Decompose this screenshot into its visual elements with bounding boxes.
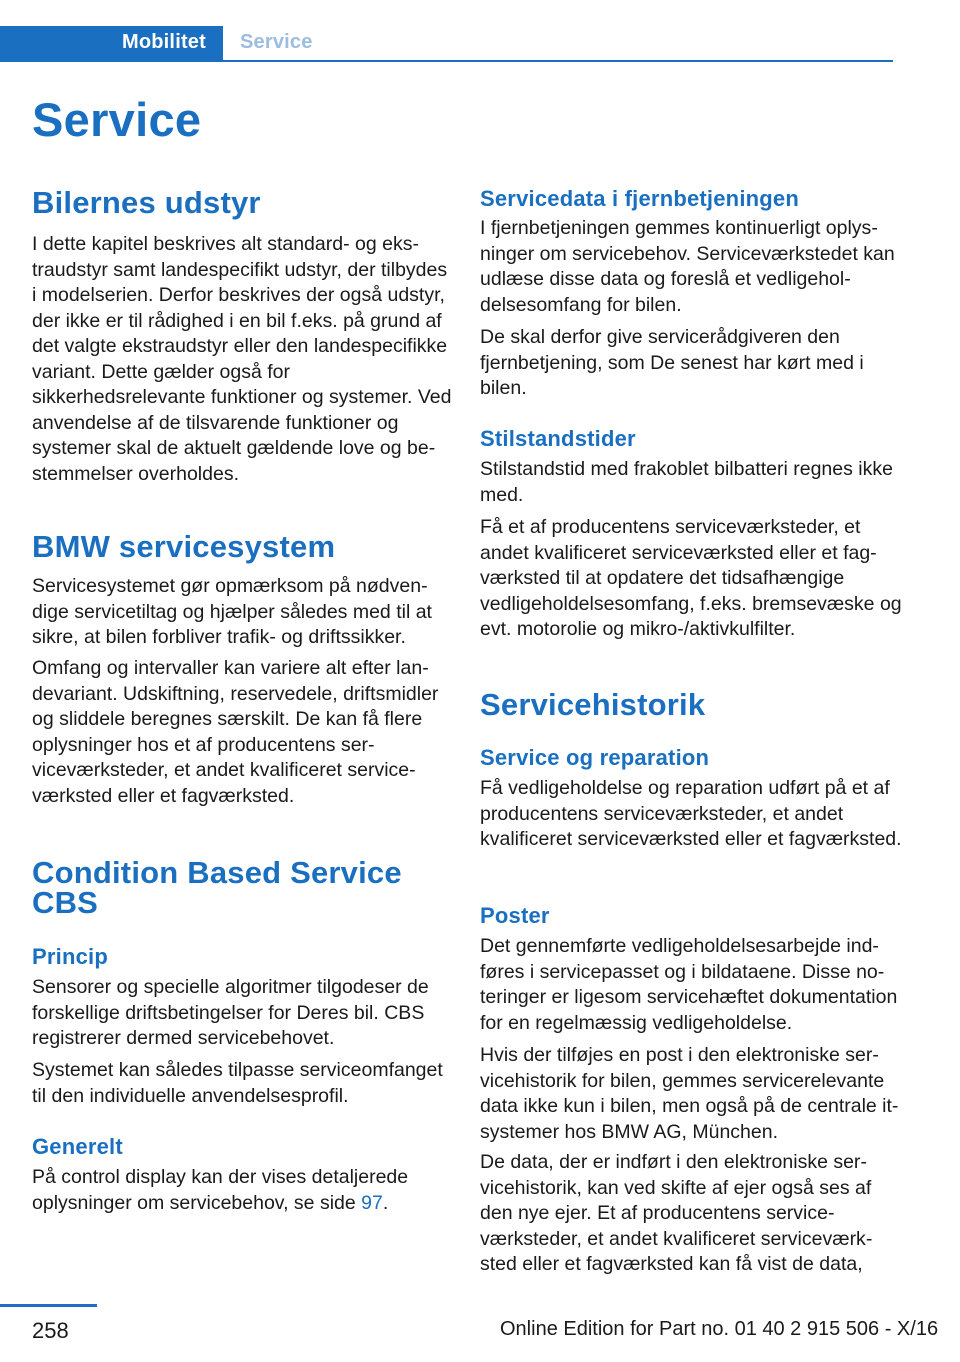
header-divider [0,60,893,62]
footer-divider [0,1304,97,1307]
paragraph: Servicesystemet gør opmærksom på nødvendige servicetiltag og hjælper således med til at sikre, at bilen forbliver trafik- og driftssikker. [32,575,432,648]
paragraph: I dette kapitel beskrives alt standard- og ekstraudstyr samt landespecifikt udstyr, der tilbydes i modelserien. Derfor beskrives der også udstyr, der ikke er til rådighed i en bil f.eks. på grund af det valgte ekstraudstyr eller den landespecifikke variant. Dette gælder også for sikkerhedsrelevante funktioner og systemer. Ved anvendelse af de tilsvarende funktioner og systemer skal de aktuelt gældende love og bestemmelser overholdes. [32,233,452,485]
subheading-stilstandstider: Stilstandstider [480,426,636,451]
paragraph: Systemet kan således tilpasse serviceomfanget til den individuelle anvendelsesprofil. [32,1059,443,1107]
section-heading-servicehistorik: Servicehistorik [480,687,706,722]
subheading-poster: Poster [480,903,550,928]
subheading-generelt: Generelt [32,1134,123,1159]
section-heading-bmw-servicesystem: BMW servicesystem [32,529,336,564]
tab-service[interactable]: Service [240,31,313,53]
paragraph: Sensorer og specielle algoritmer tilgodeser de forskellige driftsbetingelser for Deres bil. CBS registrerer dermed servicebehovet. [32,976,429,1049]
page-title: Service [32,93,202,146]
paragraph-text: På control display kan der vises detaljerede oplysninger om servicebehov, se side [32,1166,409,1214]
paragraph: De skal derfor give servicerådgiveren den fjernbetjening, som De senest har kørt med i bilen. [480,326,864,399]
section-heading-bilernes-udstyr: Bilernes udstyr [32,185,261,220]
page-number: 258 [32,1318,69,1343]
section-heading-condition-based-service: Condition Based Service CBS [32,855,402,920]
paragraph: Stilstandstid med frakoblet bilbatteri regnes ikke med. [480,458,893,506]
footer-edition-text: Online Edition for Part no. 01 40 2 915 506 - X/16 [500,1318,939,1340]
subheading-servicedata: Servicedata i fjernbetjeningen [480,186,799,211]
paragraph-text-end: . [382,1191,389,1214]
subheading-princip: Princip [32,944,108,969]
paragraph: Hvis der tilføjes en post i den elektroniske servicehistorik for bilen, gemmes servicerelevante data ikke kun i bilen, men også på de centrale it-systemer hos BMW AG, München. [480,1044,899,1143]
page-reference-link[interactable]: 97 [361,1191,383,1214]
paragraph: Omfang og intervaller kan variere alt efter landevariant. Udskiftning, reservedele, driftsmidler og sliddele beregnes særskilt. De kan få flere oplysninger hos et af producentens serviceværksteder, et andet kvalificeret serviceværksted eller et fagværksted. [32,657,439,807]
subheading-service-og-reparation: Service og reparation [480,745,710,770]
paragraph-with-page-reference [32,1165,454,1216]
paragraph: Det gennemførte vedligeholdelsesarbejde indføres i servicepasset og i bildataene. Disse noteringer er ligesom servicehæftet dokumentation for en regelmæssig vedligeholdelse. [480,935,898,1034]
paragraph: De data, der er indført i den elektroniske servicehistorik, kan ved skifte af ejer også ses af den nye ejer. Et af producentens serviceværksteder, et andet kvalificeret serviceværksted eller et fagværksted kan få vist de data, [480,1151,873,1275]
tab-mobilitet[interactable]: Mobilitet [0,26,223,60]
paragraph: I fjernbetjeningen gemmes kontinuerligt oplysninger om servicebehov. Serviceværkstedet kan udlæse disse data og foreslå et vedligeholdelsesomfang for bilen. [480,217,895,316]
paragraph: Få vedligeholdelse og reparation udført på et af producentens serviceværksteder, et andet kvalificeret serviceværksted eller et fagværksted. [480,777,902,850]
paragraph: Få et af producentens serviceværksteder, et andet kvalificeret serviceværksted eller et fagværksted til at opdatere det tidsafhængige vedligeholdelsesomfang, f.eks. bremsevæske og evt. motorolie og mikro-/aktivkulfilter. [480,516,902,640]
